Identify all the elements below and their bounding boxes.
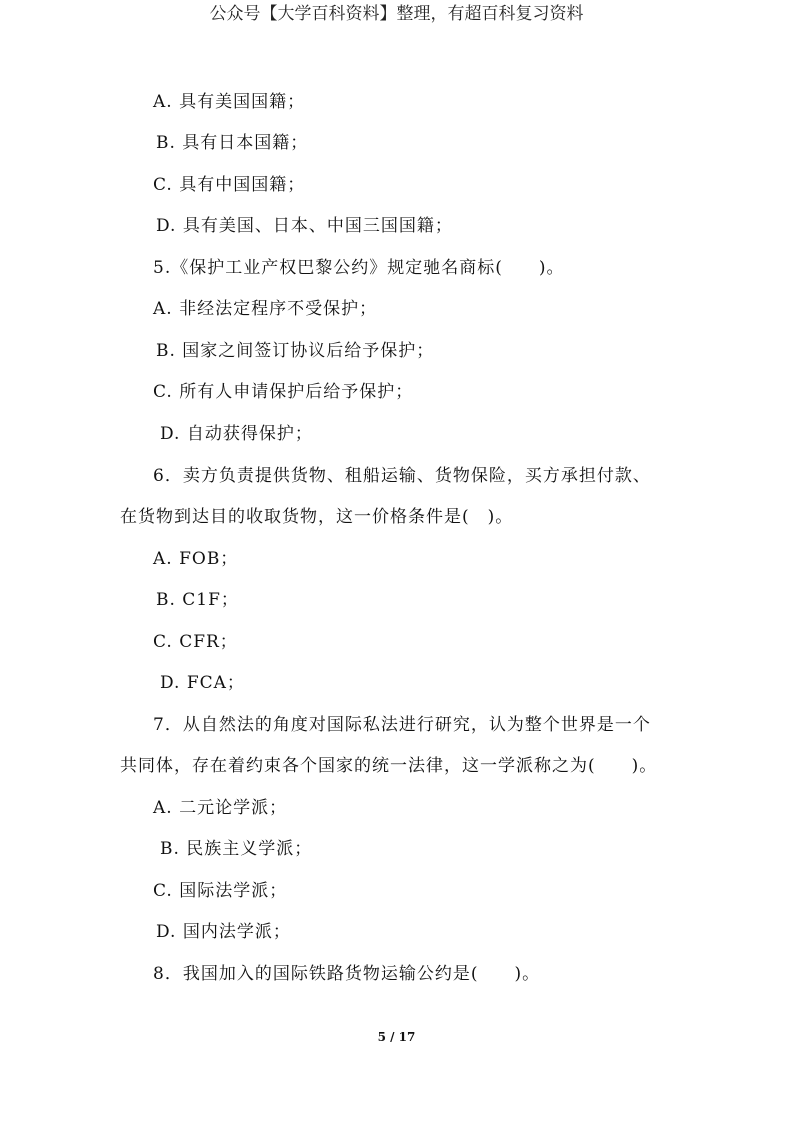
question-5: 5.《保护工业产权巴黎公约》规定驰名商标( )。 xyxy=(153,258,565,278)
option-d: D. 国内法学派； xyxy=(156,922,291,942)
page-number: 5 / 17 xyxy=(377,1030,416,1044)
option-c: C. 所有人申请保护后给予保护； xyxy=(153,382,414,402)
question-6: 6．卖方负责提供货物、租船运输、货物保险，买方承担付款、 xyxy=(153,466,651,486)
question-8: 8．我国加入的国际铁路货物运输公约是( )。 xyxy=(153,964,541,984)
question-7-continued: 共同体，存在着约束各个国家的统一法律，这一学派称之为( )。 xyxy=(120,756,658,776)
option-c: C. 国际法学派； xyxy=(153,881,288,901)
option-a: A. 二元论学派； xyxy=(153,798,288,818)
question-7: 7．从自然法的角度对国际私法进行研究，认为整个世界是一个 xyxy=(153,715,651,735)
option-b: B. 具有日本国籍； xyxy=(156,133,309,153)
option-b: B. 国家之间签订协议后给予保护； xyxy=(156,341,435,361)
option-a: A. 具有美国国籍； xyxy=(153,92,306,112)
option-b: B. 民族主义学派； xyxy=(160,839,313,859)
option-a: A. 非经法定程序不受保护； xyxy=(153,299,378,319)
option-b: B. C1F； xyxy=(156,590,239,610)
page-header: 公众号【大学百科资料】整理，有超百科复习资料 xyxy=(209,4,584,24)
option-d: D. FCA； xyxy=(160,673,245,693)
question-6-continued: 在货物到达目的收取货物，这一价格条件是( )。 xyxy=(120,507,514,527)
option-d: D. 自动获得保护； xyxy=(160,424,313,444)
option-d: D. 具有美国、日本、中国三国国籍； xyxy=(156,216,453,236)
option-a: A. FOB； xyxy=(153,549,239,569)
option-c: C. 具有中国国籍； xyxy=(153,175,306,195)
option-c: C. CFR； xyxy=(153,632,238,652)
